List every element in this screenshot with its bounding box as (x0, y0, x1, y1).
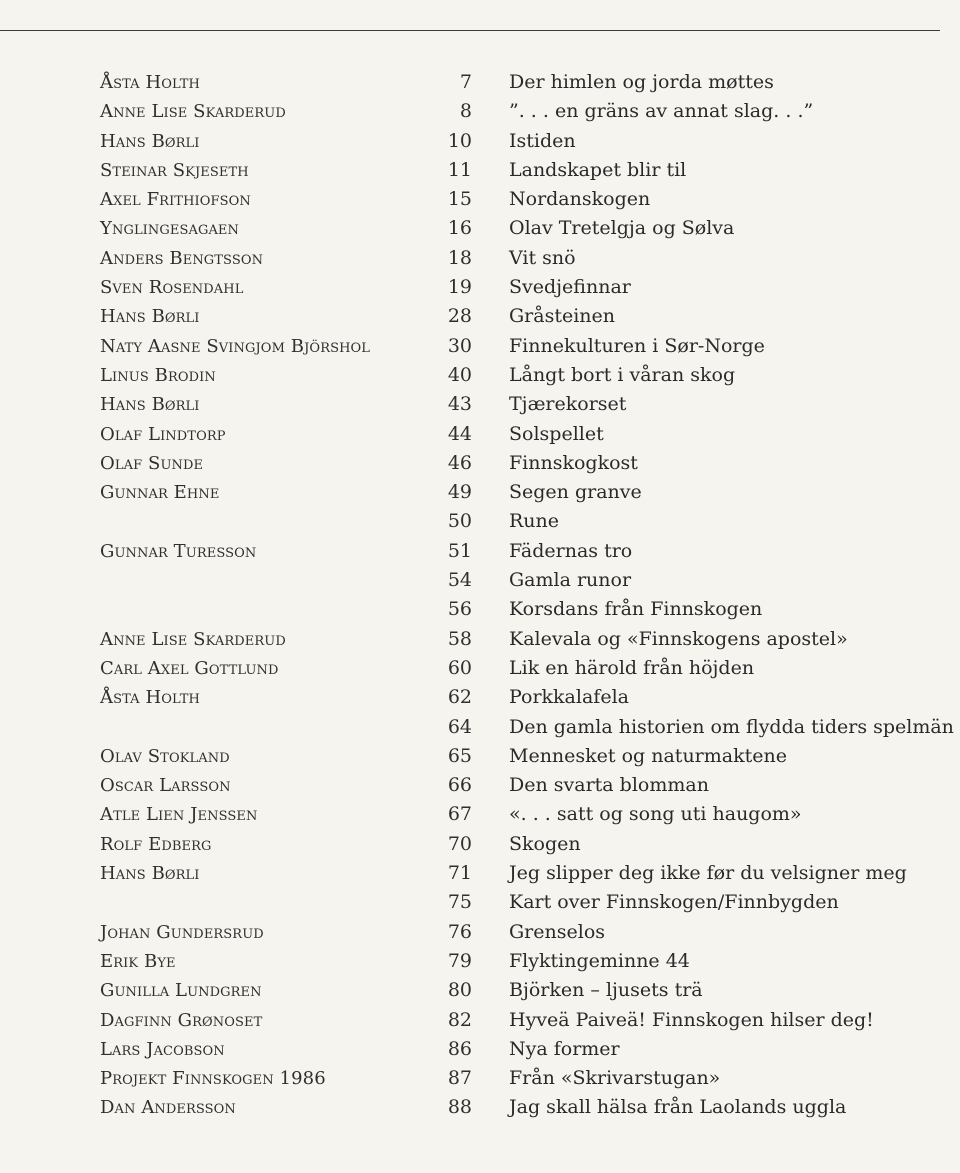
toc-page-number: 44 (447, 422, 472, 445)
toc-author: Gunilla Lundgren (100, 980, 262, 1002)
toc-entry (0, 390, 960, 419)
toc-page-number: 50 (447, 510, 472, 533)
toc-entry (0, 683, 960, 712)
toc-page-number: 56 (447, 598, 472, 621)
toc-title: ”. . . en gräns av annat slag. . .” (509, 100, 814, 123)
toc-title: Der himlen og jorda møttes (509, 71, 774, 93)
toc-author: Steinar Skjeseth (100, 159, 249, 181)
toc-page-number: 16 (447, 217, 472, 240)
toc-page-number: 43 (447, 393, 472, 416)
toc-entry (0, 214, 960, 243)
toc-author: Hans Børli (100, 863, 200, 885)
toc-author: Hans Børli (100, 306, 200, 328)
toc-title: Rune (509, 510, 560, 533)
toc-author: Naty Aasne Svingjom Björshol (100, 335, 371, 357)
toc-entry (0, 420, 960, 449)
toc-author: Hans Børli (100, 394, 200, 416)
toc-entry (0, 625, 960, 654)
toc-page-number: 46 (447, 451, 472, 474)
toc-title: Gråsteinen (509, 305, 616, 328)
toc-page-number: 70 (447, 832, 472, 855)
toc-author: Sven Rosendahl (100, 277, 244, 299)
toc-page-number: 75 (447, 891, 472, 914)
toc-entry (0, 595, 960, 624)
toc-title: Björken – ljusets trä (509, 979, 703, 1002)
toc-page-number: 66 (447, 774, 472, 797)
toc-author: Olaf Lindtorp (100, 423, 226, 445)
toc-title: Nya former (509, 1037, 620, 1060)
toc-author: Lars Jacobson (100, 1038, 225, 1060)
toc-author: Rolf Edberg (100, 833, 212, 855)
toc-title: Den svarta blomman (509, 774, 709, 797)
toc-page-number: 86 (447, 1037, 472, 1060)
toc-entry (0, 976, 960, 1005)
toc-page-number: 60 (447, 656, 472, 679)
toc-page-number: 18 (447, 246, 472, 269)
toc-title: Grenselos (509, 920, 606, 943)
toc-author: Linus Brodin (100, 364, 216, 386)
toc-page-number: 8 (459, 100, 472, 123)
toc-page-number: 10 (447, 129, 472, 152)
toc-title: Lik en härold från höjden (509, 656, 755, 679)
toc-author: Gunnar Turesson (100, 540, 257, 562)
toc-title: Landskapet blir til (509, 158, 687, 181)
toc-entry (0, 302, 960, 331)
toc-author: Atle Lien Jenssen (100, 804, 258, 826)
toc-title: Istiden (509, 129, 576, 152)
toc-entry (0, 537, 960, 566)
toc-title: Från «Skrivarstugan» (509, 1067, 721, 1090)
toc-author: Anne Lise Skarderud (100, 101, 286, 123)
toc-page-number: 82 (447, 1008, 472, 1031)
toc-title: Mennesket og naturmaktene (509, 744, 787, 767)
toc-entry (0, 1035, 960, 1064)
toc-entry (0, 1006, 960, 1035)
toc-entry (0, 888, 960, 917)
toc-title: Olav Tretelgja og Sølva (509, 217, 735, 240)
toc-title: Vit snö (509, 246, 576, 269)
toc-author: Johan Gundersrud (100, 921, 264, 943)
toc-title: Skogen (509, 832, 581, 855)
toc-author: Projekt Finnskogen 1986 (100, 1068, 326, 1090)
toc-page-number: 58 (447, 627, 472, 650)
toc-page-number: 49 (447, 481, 472, 504)
toc-entry (0, 185, 960, 214)
toc-title: «. . . satt og song uti haugom» (509, 803, 802, 826)
toc-author: Anne Lise Skarderud (100, 628, 286, 650)
toc-author: Ynglingesagaen (100, 218, 239, 240)
toc-page-number: 30 (447, 334, 472, 357)
toc-title: Flyktingeminne 44 (509, 949, 690, 972)
toc-title: Tjærekorset (509, 393, 627, 416)
toc-entry (0, 449, 960, 478)
toc-title: Hyveä Paiveä! Finnskogen hilser deg! (509, 1008, 874, 1031)
toc-entry (0, 713, 960, 742)
toc-author: Anders Bengtsson (100, 247, 264, 269)
toc-entry (0, 127, 960, 156)
toc-title: Långt bort i våran skog (509, 363, 736, 386)
toc-page-number: 28 (447, 305, 472, 328)
toc-title: Korsdans från Finnskogen (509, 598, 763, 621)
toc-title: Kalevala og «Finnskogens apostel» (509, 627, 848, 650)
toc-entry (0, 68, 960, 97)
toc-author: Dagfinn Grønoset (100, 1009, 263, 1031)
toc-page-number: 51 (447, 539, 472, 562)
toc-page-number: 65 (447, 744, 472, 767)
toc-author: Oscar Larsson (100, 775, 231, 797)
toc-page-number: 67 (447, 803, 472, 826)
toc-page-number: 11 (447, 158, 472, 181)
toc-entry (0, 332, 960, 361)
toc-entry (0, 1093, 960, 1122)
toc-page-number: 71 (447, 862, 472, 885)
toc-entry (0, 273, 960, 302)
toc-entry (0, 507, 960, 536)
toc-page-number: 79 (447, 949, 472, 972)
toc-entry (0, 361, 960, 390)
toc-author: Carl Axel Gottlund (100, 657, 279, 679)
toc-entry (0, 654, 960, 683)
table-of-contents (0, 68, 960, 1123)
toc-author: Erik Bye (100, 950, 176, 972)
toc-title: Kart over Finnskogen/Finnbygden (509, 891, 839, 914)
toc-entry (0, 830, 960, 859)
toc-page-number: 15 (447, 188, 472, 211)
toc-title: Svedjefinnar (509, 276, 631, 299)
toc-entry (0, 859, 960, 888)
toc-title: Den gamla historien om flydda tiders spelmän (509, 715, 954, 738)
toc-entry (0, 1064, 960, 1093)
toc-page-number: 64 (447, 715, 472, 738)
toc-title: Solspellet (509, 422, 604, 445)
toc-title: Segen granve (509, 481, 642, 504)
toc-title: Nordanskogen (509, 188, 651, 211)
toc-author: Axel Frithiofson (100, 189, 251, 211)
toc-title: Jeg slipper deg ikke før du velsigner meg (509, 862, 907, 885)
toc-page-number: 19 (447, 276, 472, 299)
toc-author: Hans Børli (100, 130, 200, 152)
toc-author: Åsta Holth (100, 687, 200, 709)
toc-page-number: 54 (447, 569, 472, 592)
toc-entry (0, 97, 960, 126)
toc-title: Fädernas tro (509, 539, 633, 562)
toc-author: Åsta Holth (100, 72, 200, 93)
toc-author: Olaf Sunde (100, 452, 204, 474)
top-rule (0, 30, 940, 31)
toc-entry (0, 478, 960, 507)
toc-page-number: 76 (447, 920, 472, 943)
toc-page-number: 62 (447, 686, 472, 709)
toc-entry (0, 156, 960, 185)
toc-author: Gunnar Ehne (100, 482, 220, 504)
toc-title: Porkkalafela (509, 686, 629, 709)
toc-entry (0, 742, 960, 771)
toc-title: Gamla runor (509, 569, 632, 592)
toc-title: Jag skall hälsa från Laolands uggla (509, 1096, 847, 1119)
toc-page-number: 88 (447, 1096, 472, 1119)
toc-page-number: 40 (447, 363, 472, 386)
toc-title: Finnekulturen i Sør-Norge (509, 334, 765, 357)
toc-author: Olav Stokland (100, 745, 230, 767)
toc-entry (0, 244, 960, 273)
toc-entry (0, 800, 960, 829)
toc-page-number: 80 (447, 979, 472, 1002)
toc-page-number: 87 (447, 1067, 472, 1090)
toc-entry (0, 771, 960, 800)
toc-entry (0, 918, 960, 947)
toc-entry (0, 947, 960, 976)
toc-page-number: 7 (459, 71, 472, 93)
toc-author: Dan Andersson (100, 1097, 236, 1119)
toc-entry (0, 566, 960, 595)
toc-title: Finnskogkost (509, 451, 638, 474)
